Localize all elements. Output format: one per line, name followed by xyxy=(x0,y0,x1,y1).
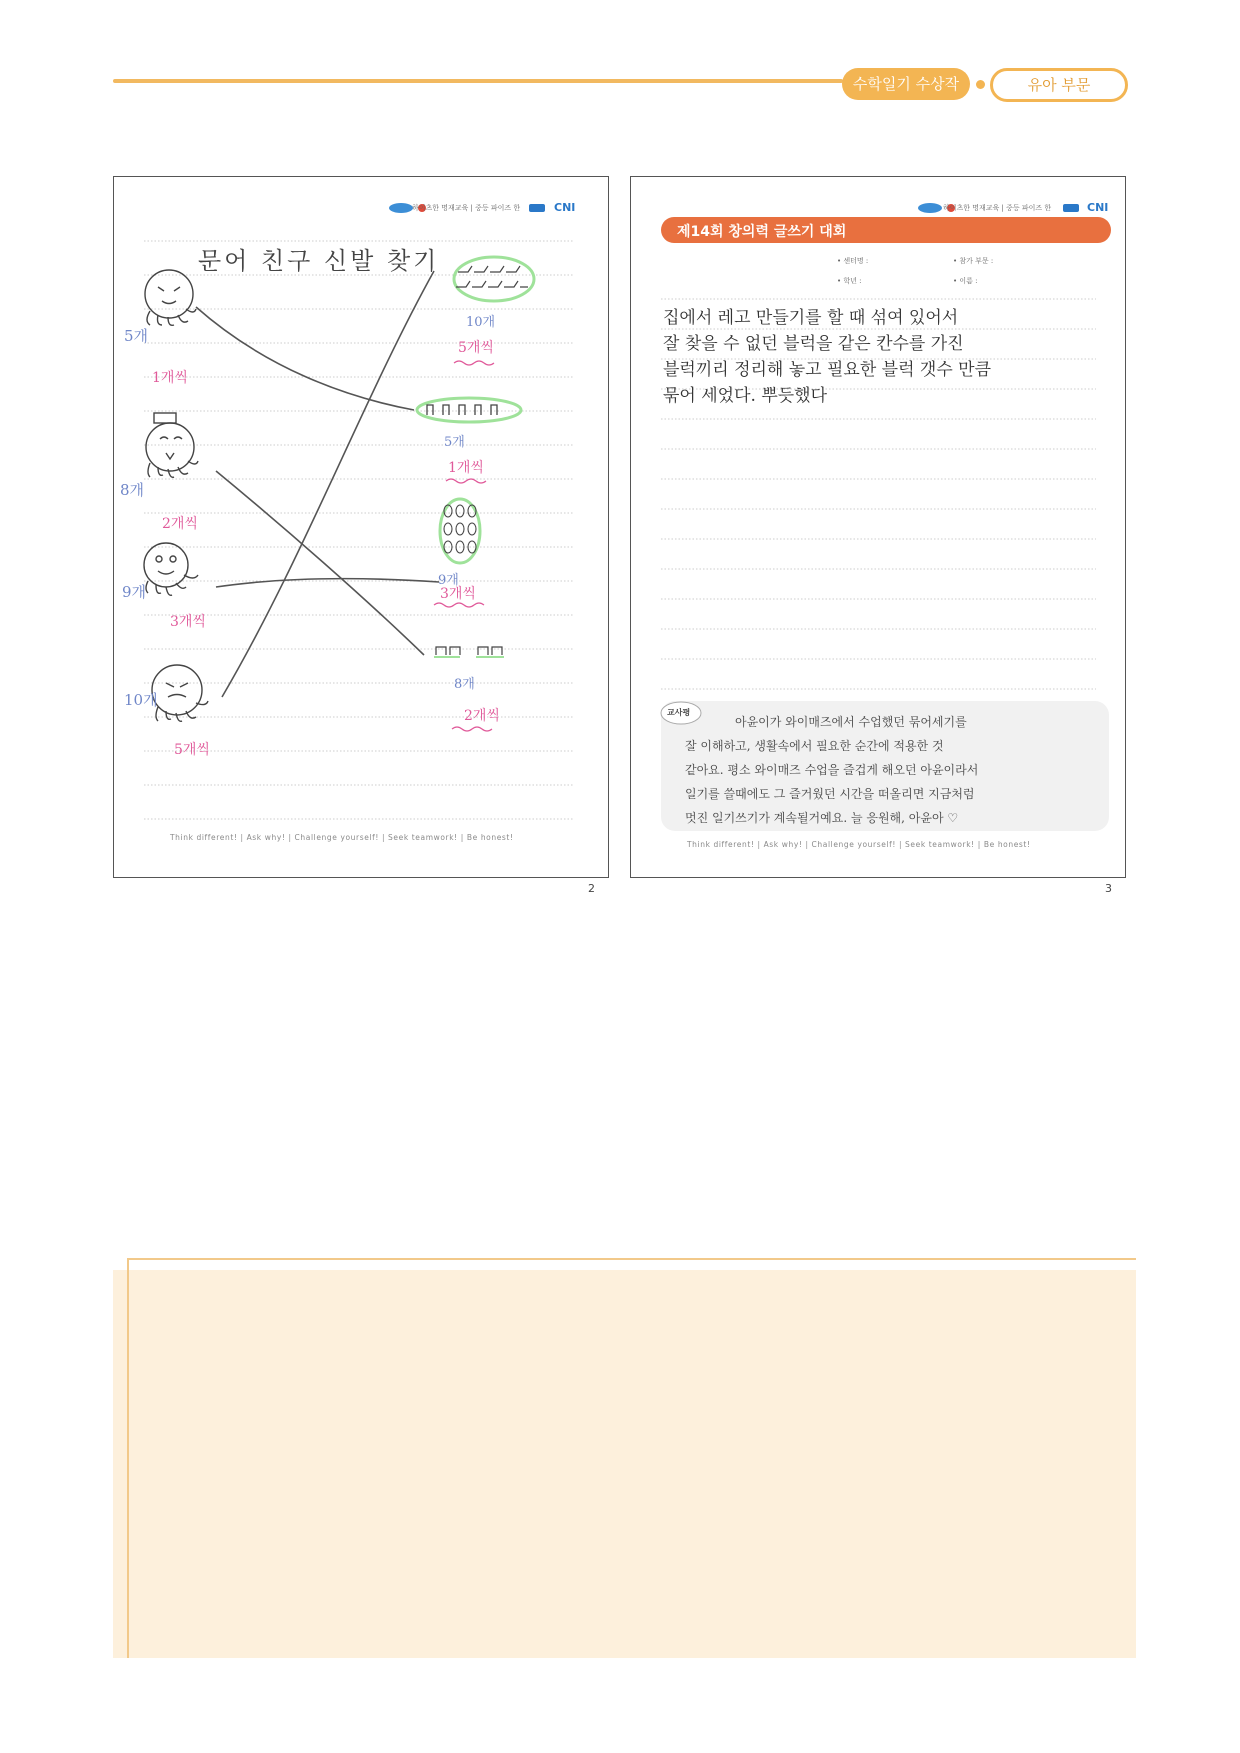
page-number-left: 2 xyxy=(588,882,595,895)
octopus-count-2: 8개 xyxy=(120,481,145,499)
form-name-label: • 이름 : xyxy=(953,277,978,285)
right-page-scan xyxy=(630,176,1126,878)
shoe-each-4: 2개씩 xyxy=(464,708,500,724)
left-logo-text: 하이츠한 명재교육 | 중등 파이즈 한 xyxy=(412,204,521,212)
octopus-count-3: 9개 xyxy=(122,583,147,601)
teacher-label: 교사평 xyxy=(667,708,691,717)
diary-title: 문어 친구 신발 찾기 xyxy=(198,247,440,275)
page-number-right: 3 xyxy=(1105,882,1112,895)
diary-line-2: 잘 찾을 수 없던 블럭을 같은 칸수를 가진 xyxy=(663,334,964,354)
form-center-label: • 센터명 : xyxy=(837,257,869,265)
octopus-count-1: 5개 xyxy=(124,327,149,345)
matching-lines xyxy=(196,271,439,697)
teacher-line-2: 잘 이해하고, 생활속에서 필요한 순간에 적용한 것 xyxy=(685,739,944,753)
right-footer-motto: Think different! | Ask why! | Challenge yourself! | Seek teamwork! | Be honest! xyxy=(687,840,1031,849)
form-grade-label: • 학년 : xyxy=(837,277,862,285)
teacher-line-3: 같아요. 평소 와이매즈 수업을 즐겁게 해오던 아윤이라서 xyxy=(685,763,979,777)
shoe-count-2: 5개 xyxy=(444,435,465,450)
octopus-each-3: 3개씩 xyxy=(170,614,206,630)
shoe-each-1: 5개씩 xyxy=(458,340,494,356)
contest-banner: 제14회 창의력 글쓰기 대회 xyxy=(677,224,847,240)
diary-line-1: 집에서 레고 만들기를 할 때 섞여 있어서 xyxy=(663,308,959,328)
bottom-panel-left-rule xyxy=(127,1258,129,1658)
bottom-panel xyxy=(113,1270,1136,1658)
octopus-each-2: 2개씩 xyxy=(162,516,198,532)
shoe-count-4: 8개 xyxy=(454,677,475,692)
header-rule xyxy=(113,79,843,83)
diary-line-3: 블럭끼리 정리해 놓고 필요한 블럭 갯수 만큼 xyxy=(663,360,992,380)
teacher-line-1: 아윤이가 와이매즈에서 수업했던 묶어세기를 xyxy=(735,715,967,729)
form-division-label: • 참가 부문 : xyxy=(953,257,994,265)
badge-separator-dot xyxy=(976,80,985,89)
shoe-count-3: 9개 xyxy=(438,573,459,588)
diary-line-4: 묶어 세었다. 뿌듯했다 xyxy=(663,386,828,406)
teacher-line-4: 일기를 쓸때에도 그 즐거웠던 시간을 떠올리면 지금처럼 xyxy=(685,787,975,801)
award-badge: 수학일기 수상작 xyxy=(842,68,970,100)
right-logo-text: 하이츠한 명재교육 | 중등 파이즈 한 xyxy=(943,204,1052,212)
category-badge: 유아 부문 xyxy=(990,68,1128,102)
shoe-each-3: 3개씩 xyxy=(440,586,476,602)
left-page-scan xyxy=(113,176,609,878)
octopus-each-4: 5개씩 xyxy=(174,742,210,758)
octopus-each-1: 1개씩 xyxy=(152,370,188,386)
shoe-each-2: 1개씩 xyxy=(448,460,484,476)
teacher-line-5: 멋진 일기쓰기가 계속될거예요. 늘 응원해, 아윤아 ♡ xyxy=(685,811,959,825)
octopus-drawings xyxy=(144,270,208,721)
left-logo-brand: CNI xyxy=(554,201,576,214)
shoe-count-1: 10개 xyxy=(466,315,496,330)
octopus-count-4: 10개 xyxy=(124,691,158,709)
right-logo-brand: CNI xyxy=(1087,201,1109,214)
bottom-panel-top-rule xyxy=(127,1258,1136,1260)
left-footer-motto: Think different! | Ask why! | Challenge yourself! | Seek teamwork! | Be honest! xyxy=(170,833,514,842)
